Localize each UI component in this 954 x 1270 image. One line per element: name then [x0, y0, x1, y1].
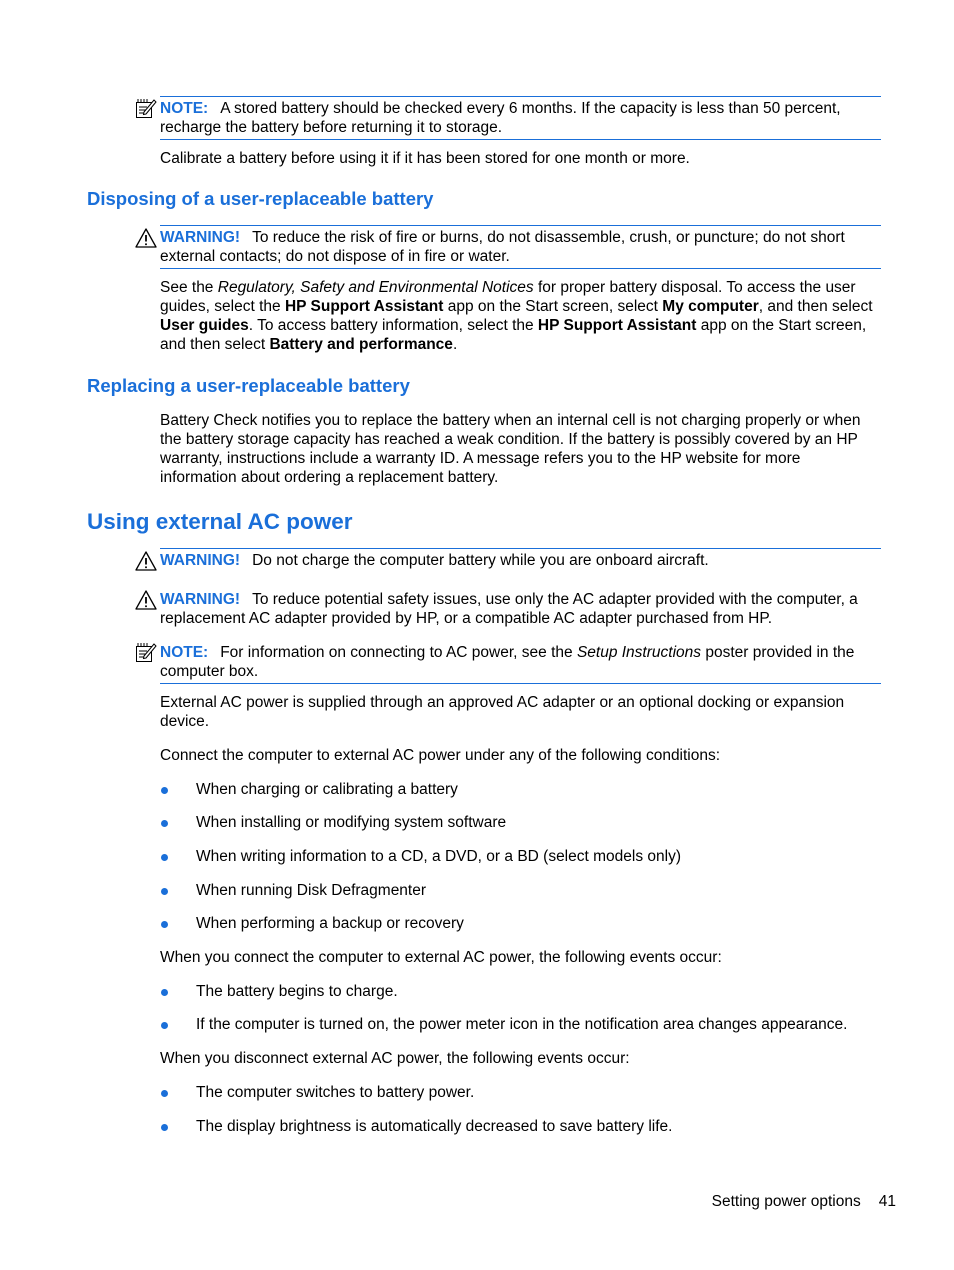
app-name: HP Support Assistant [284, 298, 444, 315]
text-run: . [452, 336, 458, 353]
note-text: poster provided in the computer box. [160, 644, 855, 680]
bullet-icon [161, 1022, 168, 1029]
text-run: See the [160, 279, 218, 296]
warning-triangle-icon [135, 227, 157, 249]
text-run: , and then select [758, 298, 873, 315]
note-box [160, 641, 881, 684]
menu-ref: My computer [662, 298, 759, 315]
list-item-text: When writing information to a CD, a DVD, or a BD (select models only) [196, 848, 681, 865]
menu-ref: Battery and performance [269, 336, 453, 353]
text-run: app on the Start screen, and then select [160, 317, 867, 353]
note-text: A stored battery should be checked every 6 months. If the capacity is less than 50 percent, recharge the battery before returning it to storage. [160, 100, 841, 136]
note-label: NOTE: [160, 644, 209, 661]
bullet-icon [161, 820, 168, 827]
bullet-icon [161, 1124, 168, 1131]
page-number: 41 [878, 1193, 896, 1210]
text-run: for proper battery disposal. To access the user guides, select the [160, 279, 856, 315]
menu-ref: User guides [160, 317, 249, 334]
bullet-icon [161, 787, 168, 794]
bullet-icon [161, 854, 168, 861]
list-item-text: If the computer is turned on, the power meter icon in the notification area changes appearance. [196, 1016, 848, 1033]
warning-triangle-icon [135, 550, 157, 572]
list-item-text: When running Disk Defragmenter [196, 882, 427, 899]
warning-box [160, 588, 881, 630]
section-heading: Replacing a user-replaceable battery [87, 375, 410, 396]
text-run: app on the Start screen, select [443, 298, 663, 315]
bullet-icon [161, 888, 168, 895]
document-title-ref: Setup Instructions [576, 644, 702, 661]
warning-text: To reduce potential safety issues, use only the AC adapter provided with the computer, a replacement AC adapter provided by HP, or a compatible AC adapter purchased from HP. [160, 591, 858, 627]
note-pencil-icon [135, 642, 157, 664]
footer-section-title: Setting power options [711, 1193, 861, 1210]
paragraph: Calibrate a battery before using it if it has been stored for one month or more. [160, 150, 690, 167]
bullet-icon [161, 989, 168, 996]
list-item-text: When performing a backup or recovery [196, 915, 464, 932]
paragraph: Battery Check notifies you to replace the battery when an internal cell is not charging properly or when the battery storage capacity has reached a weak condition. If the battery is possibly covered by an HP warranty, instructions include a warranty ID. A message refers you to the HP website for more information about ordering a replacement battery. [160, 412, 861, 486]
list-item-text: When charging or calibrating a battery [196, 781, 458, 798]
list-item-text: When installing or modifying system software [196, 814, 507, 831]
paragraph-disposal [160, 278, 881, 354]
warning-triangle-icon [135, 589, 157, 611]
paragraph: When you connect the computer to external AC power, the following events occur: [160, 949, 722, 966]
warning-label: WARNING! [160, 591, 241, 608]
bullet-icon [161, 1090, 168, 1097]
warning-label: WARNING! [160, 552, 241, 569]
warning-box [160, 548, 881, 572]
section-heading: Disposing of a user-replaceable battery [87, 188, 434, 209]
warning-box [160, 225, 881, 269]
note-label: NOTE: [160, 100, 209, 117]
paragraph: When you disconnect external AC power, the following events occur: [160, 1050, 630, 1067]
note-pencil-icon [135, 98, 157, 120]
paragraph: Connect the computer to external AC power under any of the following conditions: [160, 747, 721, 764]
bullet-icon [161, 921, 168, 928]
chapter-heading: Using external AC power [87, 509, 353, 534]
page-footer [712, 1192, 896, 1211]
warning-label: WARNING! [160, 229, 241, 246]
list-item-text: The display brightness is automatically decreased to save battery life. [196, 1118, 673, 1135]
note-text: For information on connecting to AC power, see the [220, 644, 577, 661]
list-item-text: The computer switches to battery power. [196, 1084, 475, 1101]
text-run: . To access battery information, select the [248, 317, 538, 334]
document-title-ref: Regulatory, Safety and Environmental Notices [217, 279, 534, 296]
warning-text: Do not charge the computer battery while you are onboard aircraft. [252, 552, 709, 569]
paragraph: External AC power is supplied through an approved AC adapter or an optional docking or expansion device. [160, 694, 845, 730]
app-name: HP Support Assistant [537, 317, 697, 334]
note-box [160, 96, 881, 140]
list-item-text: The battery begins to charge. [196, 983, 398, 1000]
warning-text: To reduce the risk of fire or burns, do not disassemble, crush, or puncture; do not short external contacts; do not dispose of in fire or water. [160, 229, 845, 265]
